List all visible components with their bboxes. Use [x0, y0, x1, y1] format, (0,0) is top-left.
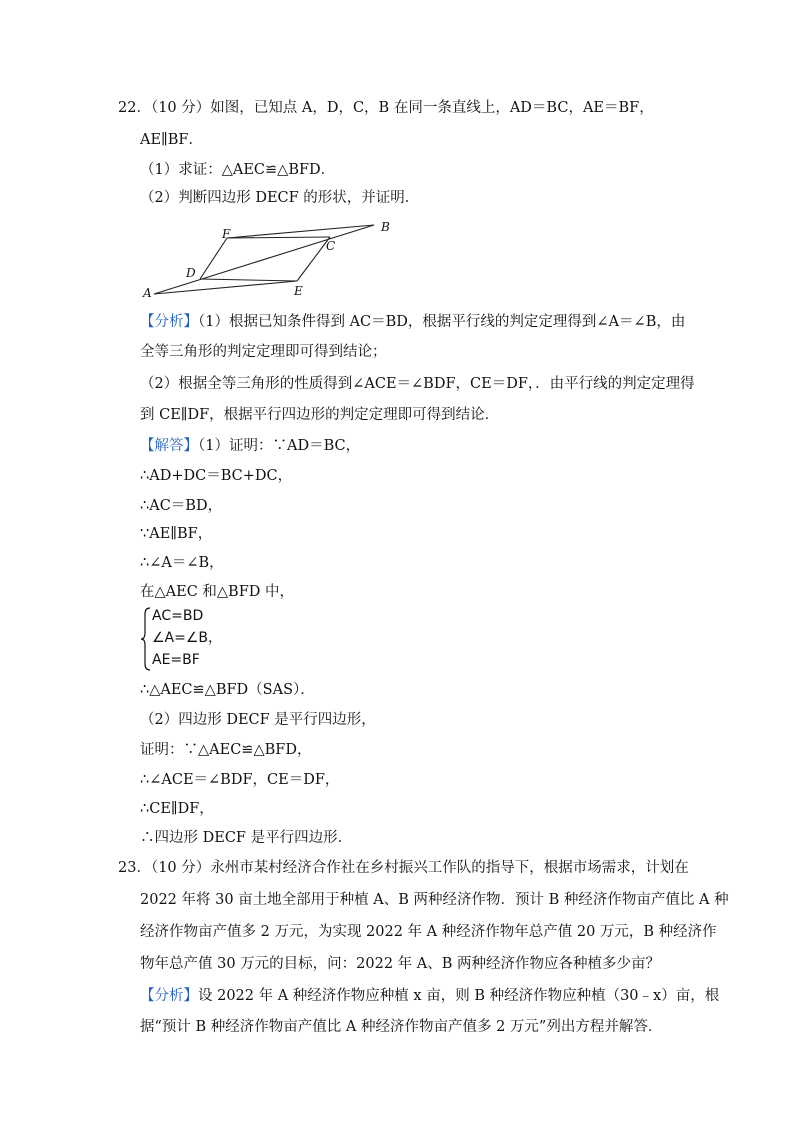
proof2-step: ∴∠ACE＝∠BDF，CE＝DF，: [140, 772, 340, 788]
analysis-text: （1）根据已知条件得到 AC＝BD，根据平行线的判定定理得到∠A＝∠B，由: [198, 314, 686, 330]
q23-line3: 经济作物亩产值多 2 万元，为实现 2022 年 A 种经济作物年总产值 20 万元，B 种经济作: [140, 924, 717, 940]
system-eq-3: AE=BF: [152, 652, 200, 668]
analysis-text: 设 2022 年 A 种经济作物应种植 x 亩，则 B 种经济作物应种植（30﹣x）亩，根: [198, 988, 720, 1004]
q22-part1: （1）求证：△AEC≌△BFD．: [140, 162, 336, 178]
q22-solution-line1: [140, 436, 360, 456]
q23-line1: 23．（10 分）永州市某村经济合作社在乡村振兴工作队的指导下，根据市场需求，计划在: [118, 860, 689, 876]
q23-line4: 物年总产值 30 万元的目标，问：2022 年 A、B 两种经济作物应各种植多少亩？: [140, 956, 661, 972]
label-A: A: [143, 286, 152, 300]
q23-analysis-line2: 据“预计 B 种经济作物亩产值比 A 种经济作物亩产值多 2 万元”列出方程并解答．: [140, 1019, 663, 1035]
geometry-figure: [140, 214, 400, 304]
q23-line2: 2022 年将 30 亩土地全部用于种植 A、B 两种经济作物．预计 B 种经济作物亩产值比 A 种: [140, 892, 729, 908]
system-eq-2: ∠A=∠B，: [152, 630, 223, 646]
q23-analysis-line1: [140, 986, 719, 1006]
proof2-step: ∴CE∥DF，: [140, 801, 214, 817]
part2-answer: （2）四边形 DECF 是平行四边形，: [140, 712, 376, 728]
segment-DE: [200, 279, 297, 281]
q22-header: 22．（10 分）如图，已知点 A，D，C，B 在同一条直线上，AD＝BC，AE＝BF，: [118, 100, 654, 116]
proof-step: ∴∠A＝∠B，: [140, 555, 224, 571]
q22-header-cont: AE∥BF．: [140, 132, 203, 148]
analysis-tag: 【分析】: [140, 988, 198, 1004]
proof-step: 在△AEC 和△BFD 中，: [140, 584, 295, 600]
label-C: C: [326, 239, 336, 253]
q22-analysis-line2: 全等三角形的判定定理即可得到结论；: [140, 344, 387, 360]
system-eq-1: AC=BD: [152, 608, 204, 624]
proof-step: ∴AC＝BD，: [140, 498, 223, 514]
q22-analysis-line1: [140, 312, 685, 332]
analysis-tag: 【分析】: [140, 314, 198, 330]
proof2-step: 证明：∵△AEC≌△BFD，: [140, 742, 312, 758]
label-F: F: [222, 227, 231, 241]
q22-analysis-line4: 到 CE∥DF，根据平行四边形的判定定理即可得到结论．: [140, 407, 500, 423]
solution-text: （1）证明：∵AD＝BC，: [198, 438, 361, 454]
proof2-step: ∴四边形 DECF 是平行四边形．: [140, 830, 353, 846]
q22-part2: （2）判断四边形 DECF 的形状，并证明．: [140, 190, 420, 206]
label-B: B: [381, 220, 390, 234]
label-D: D: [186, 266, 196, 280]
solution-tag: 【解答】: [140, 438, 198, 454]
left-brace-icon: [140, 606, 152, 672]
q22-analysis-line3: （2）根据全等三角形的性质得到∠ACE＝∠BDF，CE＝DF，．由平行线的判定定理得: [140, 376, 695, 392]
parallelogram-diagram: [140, 214, 400, 304]
conclusion-1: ∴△AEC≌△BFD（SAS）．: [140, 682, 315, 698]
proof-step: ∴AD+DC＝BC+DC，: [140, 468, 293, 484]
label-E: E: [294, 284, 303, 298]
proof-step: ∵AE∥BF，: [140, 526, 213, 542]
equation-system: [140, 606, 260, 672]
